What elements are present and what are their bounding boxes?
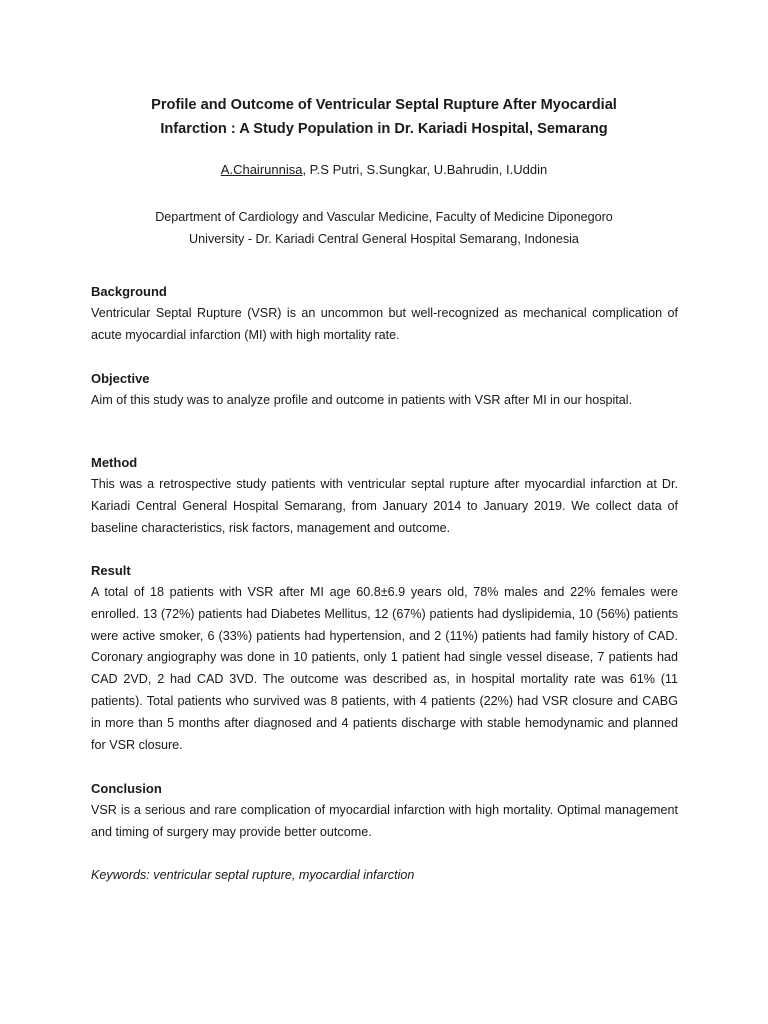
- affiliation-line-2: University - Dr. Kariadi Central General Hospital Semarang, Indonesia: [189, 232, 579, 246]
- section-heading-result: Result: [91, 563, 131, 578]
- section-text-result: A total of 18 patients with VSR after MI age 60.8±6.9 years old, 78% males and 22% females were enrolled. 13 (72%) patients had Diabetes Mellitus, 12 (67%) patients had dyslipidemia, 10 (56%) patients were active smoker, 6 (33%) patients had hypertension, and 2 (11%) patients had family history of CAD. Coronary angiography was done in 10 patients, only 1 patient had single vessel disease, 7 patients had CAD 2VD, 2 had CAD 3VD. The outcome was described as, in hospital mortality rate was 61% (11 patients). Total patients who survived was 8 patients, with 4 patients (22%) had VSR closure and CABG in more than 5 months after diagnosed and 4 patients discharge with stable hemodynamic and planned for VSR closure.: [91, 585, 678, 752]
- paper-title-line-1: Profile and Outcome of Ventricular Septal Rupture After Myocardial: [151, 97, 617, 113]
- section-method: [91, 452, 678, 539]
- section-text-background: Ventricular Septal Rupture (VSR) is an uncommon but well-recognized as mechanical complication of acute myocardial infarction (MI) with high mortality rate.: [91, 306, 678, 342]
- paper-title-line-2: Infarction : A Study Population in Dr. Kariadi Hospital, Semarang: [160, 121, 608, 137]
- affiliation: [60, 206, 708, 250]
- co-authors: , P.S Putri, S.Sungkar, U.Bahrudin, I.Uddin: [302, 162, 548, 177]
- keywords: Keywords: ventricular septal rupture, myocardial infarction: [91, 868, 415, 882]
- section-heading-conclusion: Conclusion: [91, 781, 162, 796]
- section-text-objective: Aim of this study was to analyze profile and outcome in patients with VSR after MI in our hospital.: [91, 393, 633, 407]
- section-heading-method: Method: [91, 455, 138, 470]
- section-text-method: This was a retrospective study patients with ventricular septal rupture after myocardial infarction at Dr. Kariadi Central General Hospital Semarang, from January 2014 to January 2019. We collect data of baseline characteristics, risk factors, management and outcome.: [91, 477, 678, 535]
- section-objective: [91, 368, 678, 412]
- author-list: [60, 160, 708, 180]
- lead-author: A.Chairunnisa: [220, 162, 303, 177]
- paper-title: [60, 93, 708, 141]
- section-background: [91, 281, 678, 347]
- affiliation-line-1: Department of Cardiology and Vascular Medicine, Faculty of Medicine Diponegoro: [155, 210, 613, 224]
- section-heading-background: Background: [91, 284, 167, 299]
- section-heading-objective: Objective: [91, 371, 150, 386]
- section-conclusion: [91, 778, 678, 844]
- section-result: [91, 560, 678, 756]
- section-text-conclusion: VSR is a serious and rare complication of myocardial infarction with high mortality. Optimal management and timing of surgery may provide better outcome.: [91, 803, 678, 839]
